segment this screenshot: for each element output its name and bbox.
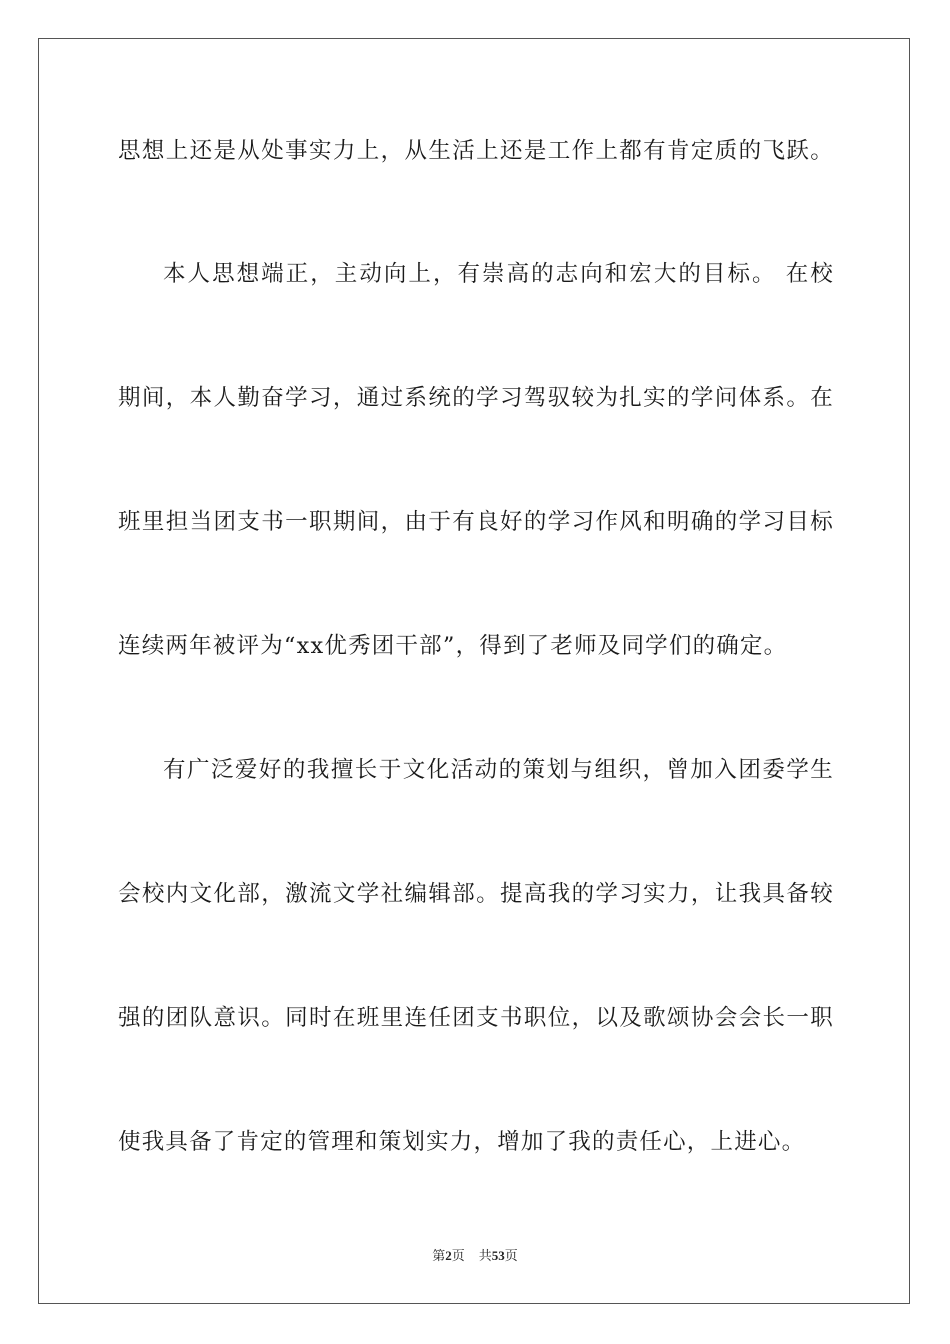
current-page-number: 2: [445, 1248, 452, 1263]
total-pages-number: 53: [491, 1248, 505, 1263]
text-line-6: 有广泛爱好的我擅长于文化活动的策划与组织，曾加入团委学生: [163, 757, 834, 783]
page-footer: [0, 1247, 950, 1265]
footer-total-suffix: 页: [504, 1248, 518, 1263]
footer-page-suffix: 页: [451, 1248, 465, 1263]
footer-prefix: 第: [432, 1248, 446, 1263]
text-line-5: 连续两年被评为“xx优秀团干部”，得到了老师及同学们的确定。: [118, 633, 788, 659]
page-border: [38, 38, 910, 1304]
text-line-8: 强的团队意识。同时在班里连任团支书职位，以及歌颂协会会长一职: [118, 1005, 834, 1031]
text-line-1: 思想上还是从处事实力上，从生活上还是工作上都有肯定质的飞跃。: [118, 138, 834, 164]
text-line-4: 班里担当团支书一职期间，由于有良好的学习作风和明确的学习目标: [118, 509, 834, 535]
text-line-2: 本人思想端正，主动向上，有崇高的志向和宏大的目标。 在校: [163, 261, 834, 287]
text-line-9: 使我具备了肯定的管理和策划实力，增加了我的责任心，上进心。: [118, 1129, 806, 1155]
text-line-3: 期间，本人勤奋学习，通过系统的学习驾驭较为扎实的学问体系。在: [118, 385, 834, 411]
text-line-7: 会校内文化部，激流文学社编辑部。提高我的学习实力，让我具备较: [118, 881, 834, 907]
footer-total-prefix: 共: [478, 1248, 492, 1263]
